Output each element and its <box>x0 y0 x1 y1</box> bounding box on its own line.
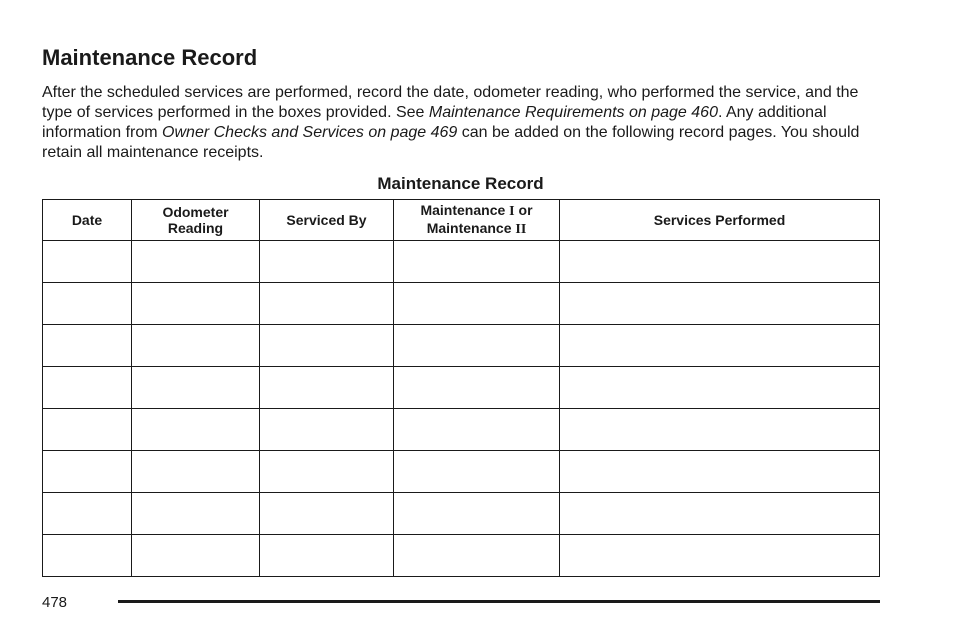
header-odometer-line2: Reading <box>167 220 224 236</box>
cell-maintenance-type <box>394 535 560 577</box>
cell-services-performed <box>560 241 880 283</box>
cell-date <box>43 451 132 493</box>
header-maint-or: or <box>514 202 533 218</box>
table-header-row <box>43 200 880 241</box>
cell-maintenance-type <box>394 409 560 451</box>
header-maint-line1: Maintenance <box>420 202 510 218</box>
cell-odometer <box>132 283 260 325</box>
cell-services-performed <box>560 493 880 535</box>
table-body <box>43 241 880 577</box>
header-maint-roman-2: II <box>515 222 527 237</box>
cell-odometer <box>132 451 260 493</box>
table-row <box>43 535 880 577</box>
cell-date <box>43 241 132 283</box>
cell-serviced-by <box>260 451 394 493</box>
cell-date <box>43 535 132 577</box>
page-number: 478 <box>42 594 68 611</box>
maintenance-record-table <box>42 199 880 577</box>
header-maintenance-type <box>394 200 560 241</box>
cell-maintenance-type <box>394 451 560 493</box>
cell-odometer <box>132 493 260 535</box>
cell-serviced-by <box>260 535 394 577</box>
intro-text-2: . Any additional information from <box>42 104 827 141</box>
header-odometer-reading <box>132 200 260 241</box>
cell-odometer <box>132 325 260 367</box>
header-date: Date <box>43 200 132 241</box>
header-maint-roman-1: I <box>509 204 515 219</box>
header-serviced-by: Serviced By <box>260 200 394 241</box>
cell-services-performed <box>560 409 880 451</box>
cell-maintenance-type <box>394 367 560 409</box>
cell-serviced-by <box>260 241 394 283</box>
footer-rule <box>118 600 880 603</box>
intro-text-1: After the scheduled services are performed, record the date, odometer reading, who performed the service, and the type of services performed in the boxes provided. See <box>42 84 859 121</box>
cell-maintenance-type <box>394 493 560 535</box>
cell-serviced-by <box>260 367 394 409</box>
cell-maintenance-type <box>394 283 560 325</box>
table-row <box>43 241 880 283</box>
cell-serviced-by <box>260 409 394 451</box>
cell-maintenance-type <box>394 241 560 283</box>
cell-date <box>43 409 132 451</box>
cell-serviced-by <box>260 493 394 535</box>
cell-date <box>43 325 132 367</box>
cross-reference-owner-checks: Owner Checks and Services on page 469 <box>162 124 458 141</box>
cell-services-performed <box>560 451 880 493</box>
cross-reference-maintenance-requirements: Maintenance Requirements on page 460 <box>428 104 718 121</box>
cell-date <box>43 493 132 535</box>
header-odometer-line1: Odometer <box>162 204 229 220</box>
table-row <box>43 409 880 451</box>
intro-text-3: can be added on the following record pages. You should retain all maintenance receipts. <box>42 124 860 161</box>
cell-odometer <box>132 367 260 409</box>
header-services-performed: Services Performed <box>560 200 880 241</box>
cell-date <box>43 283 132 325</box>
table-row <box>43 283 880 325</box>
table-row <box>43 451 880 493</box>
cell-services-performed <box>560 283 880 325</box>
cell-maintenance-type <box>394 325 560 367</box>
cell-serviced-by <box>260 283 394 325</box>
table-row <box>43 325 880 367</box>
table-row <box>43 493 880 535</box>
manual-page <box>42 0 879 636</box>
cell-services-performed <box>560 367 880 409</box>
cell-odometer <box>132 409 260 451</box>
page-title: Maintenance Record <box>42 45 258 70</box>
intro-paragraph <box>42 83 879 163</box>
cell-odometer <box>132 535 260 577</box>
cell-services-performed <box>560 535 880 577</box>
header-maint-line2: Maintenance <box>426 220 516 236</box>
cell-odometer <box>132 241 260 283</box>
cell-serviced-by <box>260 325 394 367</box>
table-caption: Maintenance Record <box>377 174 544 193</box>
table-row <box>43 367 880 409</box>
cell-date <box>43 367 132 409</box>
cell-services-performed <box>560 325 880 367</box>
